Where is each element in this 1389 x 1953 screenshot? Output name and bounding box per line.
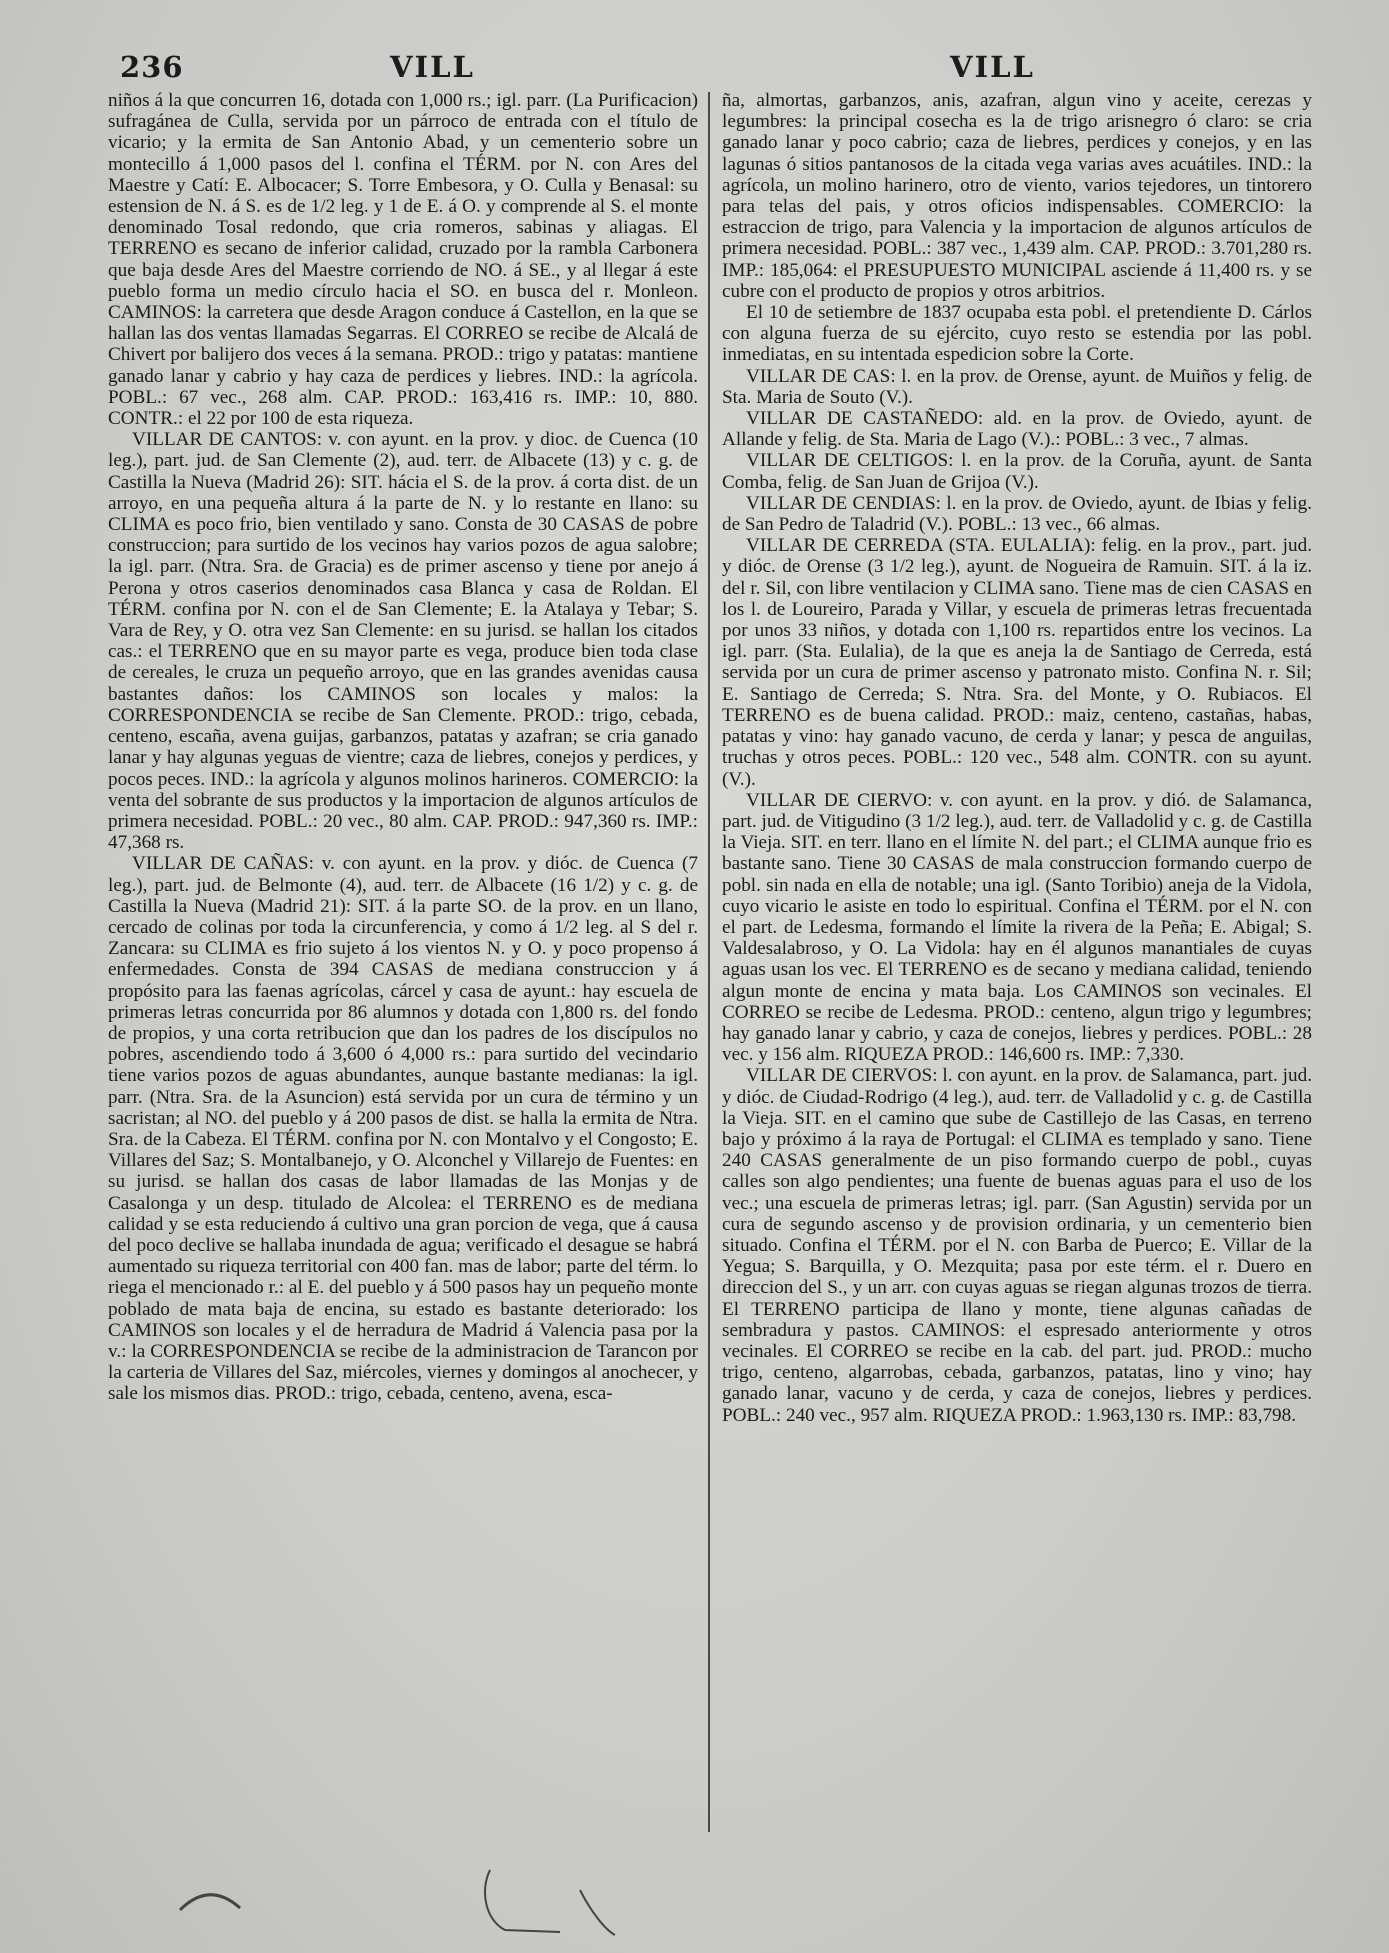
entry-paragraph: VILLAR DE CANTOS: v. con ayunt. en la prov. y dioc. de Cuenca (10 leg.), part. jud. de San Clemente (2), aud. terr. de Albacete (13) y c. g. de Castilla la Nueva (Madrid 26): SIT. hácia el S. de la prov. á corta dist. de un arroyo, en una pequeña altura á la parte de N. y lo restante en llano: su CLIMA es poco frio, bien ventilado y sano. Consta de 30 CASAS de pobre construccion; para surtido de los vecinos hay varios pozos de agua salobre; la igl. parr. (Ntra. Sra. de Gracia) es de primer ascenso y tiene por anejo á Perona y otros caserios denominados casa Blanca y casa de Roldan. El TÉRM. confina por N. con el de San Clemente; E. la Atalaya y Tebar; S. Vara de Rey, y O. otra vez San Clemente: en su jurisd. se hallan los citados cas.: el TERRENO que en su mayor parte es vega, produce bien toda clase de cereales, le cruza un pequeño arroyo, que en las grandes avenidas causa bastantes daños: los CAMINOS son locales y malos: la CORRESPONDENCIA se recibe de San Clemente. PROD.: trigo, cebada, centeno, escaña, avena guijas, garbanzos, patatas y azafran; se cria ganado lanar y hay algunas yeguas de vientre; caza de liebres, conejos y perdices, y pocos peces. IND.: la agrícola y algunos molinos harineros. COMERCIO: la venta del sobrante de sus productos y la importacion de algunos artículos de primera necesidad. POBL.: 20 vec., 80 alm. CAP. PROD.: 947,360 rs. IMP.: 47,368 rs. xyxy=(108,429,698,854)
right-column xyxy=(722,90,1312,1830)
page-number: 236 xyxy=(120,50,184,84)
running-head-left: VILL xyxy=(390,50,475,84)
entry-paragraph: El 10 de setiembre de 1837 ocupaba esta pobl. el pretendiente D. Cárlos con alguna fuerza de su ejército, cuyo resto se estendia por las pobl. inmediatas, en su intentada espedicion sobre la Corte. xyxy=(722,302,1312,366)
entry-paragraph: VILLAR DE CIERVO: v. con ayunt. en la prov. y dió. de Salamanca, part. jud. de Vitigudino (3 1/2 leg.), aud. terr. de Valladolid y c. g. de Castilla la Vieja. SIT. en terr. llano en el límite N. del part.; el CLIMA aunque frio es bastante sano. Tiene 30 CASAS de mala construccion formando cuerpo de pobl. sin nada en ella de notable; una igl. (Santo Toribio) aneja de la Vidola, cuyo vicario le asiste en todo lo espiritual. Confina el TÉRM. por el N. con el part. de Ledesma, formando el límite la rivera de la Peña; E. Abigal; S. Valdesalabroso, y O. La Vidola: hay en él algunos manantiales de cuyas aguas usan los vec. El TERRENO es de secano y mediana calidad, teniendo algun monte de encina y mata baja. Los CAMINOS son vecinales. El CORREO se recibe de Ledesma. PROD.: centeno, algun trigo y legumbres; hay ganado lanar y cabrio, y caza de conejos, liebres y perdices. POBL.: 28 vec. y 156 alm. RIQUEZA PROD.: 146,600 rs. IMP.: 7,330. xyxy=(722,789,1312,1066)
entry-paragraph: VILLAR DE CERREDA (STA. EULALIA): felig. en la prov., part. jud. y dióc. de Orense (3 1/2 leg.), ayunt. de Nogueira de Ramuin. SIT. á la iz. del r. Sil, con libre ventilacion y CLIMA sano. Tiene mas de cien CASAS en los l. de Loureiro, Parada y Villar, y escuela de primeras letras frecuentada por unos 33 niños, y dotada con 1,100 rs. repartidos entre los vecinos. La igl. parr. (Sta. Eulalia), de la que es aneja la de Santiago de Cerreda, está servida por un cura de primer ascenso y patronato misto. Confina N. r. Sil; E. Santiago de Cerreda; S. Ntra. Sra. del Monte, y O. Rubiacos. El TERRENO es de buena calidad. PROD.: maiz, centeno, castañas, habas, patatas y vino: hay ganado vacuno, de cerda y lanar; y pesca de anguilas, truchas y otros peces. POBL.: 120 vec., 548 alm. CONTR. con su ayunt. (V.). xyxy=(722,535,1312,790)
entry-paragraph: VILLAR DE CELTIGOS: l. en la prov. de la Coruña, ayunt. de Santa Comba, felig. de San Juan de Grijoa (V.). xyxy=(722,450,1312,493)
page-header xyxy=(0,50,1389,90)
pencil-marks xyxy=(160,1850,720,1940)
entry-paragraph: VILLAR DE CENDIAS: l. en la prov. de Oviedo, ayunt. de Ibias y felig. de San Pedro de Taladrid (V.). POBL.: 13 vec., 66 almas. xyxy=(722,492,1312,536)
entry-paragraph: VILLAR DE CIERVOS: l. con ayunt. en la prov. de Salamanca, part. jud. y dióc. de Ciudad-Rodrigo (4 leg.), aud. terr. de Valladolid y c. g. de Castilla la Vieja. SIT. en el camino que sube de Castillejo de las Casas, en terreno bajo y próximo á la raya de Portugal: el CLIMA es templado y sano. Tiene 240 CASAS generalmente de un piso formando cuerpo de pobl., cuyas calles son algo pendientes; una fuente de buenas aguas para el uso de los vec.; una escuela de primeras letras; igl. parr. (San Agustin) servida por un cura de segundo ascenso y de provision ordinaria, y un cementerio bien situado. Confina el TÉRM. por el N. con Barba de Puerco; E. Villar de la Yegua; S. Barquilla, y O. Mezquita; pasa por este térm. el r. Duero en direccion del S., y un arr. con cuyas aguas se riegan algunas trozos de tierra. El TERRENO participa de llano y monte, tiene algunas cañadas de sembradura y pastos. CAMINOS: el espresado anteriormente y otros vecinales. El CORREO se recibe en la cab. del part. jud. PROD.: mucho trigo, centeno, algarrobas, cebada, garbanzos, patatas, lino y vino; hay ganado lanar, vacuno y de cerda, y caza de conejos, liebres y perdices. POBL.: 240 vec., 957 alm. RIQUEZA PROD.: 1.963,130 rs. IMP.: 83,798. xyxy=(722,1065,1312,1426)
left-column xyxy=(108,90,698,1830)
column-rule xyxy=(708,92,710,1832)
entry-paragraph: VILLAR DE CAÑAS: v. con ayunt. en la prov. y dióc. de Cuenca (7 leg.), part. jud. de Belmonte (4), aud. terr. de Albacete (16 1/2) y c. g. de Castilla la Nueva (Madrid 21): SIT. á la parte SO. de la prov. en un llano, cercado de colinas por toda la circunferencia, y como á 1/2 leg. al S del r. Zancara: su CLIMA es frio sujeto á los vientos N. y O. y poco propenso á enfermedades. Consta de 394 CASAS de mediana construccion y á propósito para las faenas agrícolas, cárcel y casa de ayunt.: hay escuela de primeras letras concurrida por 86 alumnos y dotada con 1,800 rs. del fondo de propios, y una corta retribucion que dan los padres de los discípulos no pobres, ascendiendo todo á 3,600 ó 4,000 rs.: para surtido del vecindario tiene varios pozos de aguas abundantes, aunque bastante medianas: la igl. parr. (Ntra. Sra. de la Asuncion) está servida por un cura de término y un sacristan; al NO. del pueblo y á 200 pasos de dist. se halla la ermita de Ntra. Sra. de la Cabeza. El TÉRM. confina por N. con Montalvo y el Congosto; E. Villares del Saz; S. Montalbanejo, y O. Alconchel y Villarejo de Fuentes: en su jurisd. se hallan dos casas de labor llamadas de las Monjas y de Casalonga y un desp. titulado de Alcolea: el TERRENO es de mediana calidad y se esta reduciendo á cultivo una gran porcion de vega, que á causa del poco declive se hallaba inundada de agua; verificado el desague se habrá aumentado su riqueza territorial con 400 fan. mas de labor; parte del térm. lo riega el mencionado r.: al E. del pueblo y á 500 pasos hay un pequeño monte poblado de mata baja de encina, su estado es bastante deteriorado: los CAMINOS son locales y el de herradura de Madrid á Valencia pasa por la v.: la CORRESPONDENCIA se recibe de la administracion de Tarancon por la carteria de Villares del Saz, miércoles, viernes y domingos al anochecer, y sale los mismos dias. PROD.: trigo, cebada, centeno, avena, esca- xyxy=(108,853,698,1405)
entry-paragraph: niños á la que concurren 16, dotada con 1,000 rs.; igl. parr. (La Purificacion) sufragánea de Culla, servida por un párroco de entrada con el título de vicario; y la ermita de San Antonio Abad, y un cementerio sobre un montecillo á 1,000 pasos del l. confina el TÉRM. por N. con Ares del Maestre y Catí: E. Albocacer; S. Torre Embesora, y O. Culla y Benasal: su estension de N. á S. es de 1/2 leg. y 1 de E. á O. y comprende al S. el monte denominado Tosal redondo, que cria romeros, sabinas y aliagas. El TERRENO es secano de inferior calidad, cruzado por la rambla Carbonera que baja desde Ares del Maestre corriendo de NO. á SE., y al llegar á este pueblo forma un medio círculo hacia el SO. en busca del r. Monleon. CAMINOS: la carretera que desde Aragon conduce á Castellon, en la que se hallan las dos ventas llamadas Segarras. El CORREO se recibe de Alcalá de Chivert por balijero dos veces á la semana. PROD.: trigo y patatas: mantiene ganado lanar y cabrio y hay caza de perdices y liebres. IND.: la agrícola. POBL.: 67 vec., 268 alm. CAP. PROD.: 163,416 rs. IMP.: 10, 880. CONTR.: el 22 por 100 de esta riqueza. xyxy=(108,90,698,430)
entry-paragraph: VILLAR DE CASTAÑEDO: ald. en la prov. de Oviedo, ayunt. de Allande y felig. de Sta. Maria de Lago (V.).: POBL.: 3 vec., 7 almas. xyxy=(722,408,1312,451)
entry-paragraph: VILLAR DE CAS: l. en la prov. de Orense, ayunt. de Muiños y felig. de Sta. Maria de Souto (V.). xyxy=(722,365,1312,408)
entry-paragraph: ña, almortas, garbanzos, anis, azafran, algun vino y aceite, cerezas y legumbres: la principal cosecha es la de trigo arisnegro ó claro: se cria ganado lanar y poco cabrio; caza de liebres, perdices y conejos, y en las lagunas ó sitios pantanosos de la citada vega varias aves acuátiles. IND.: la agrícola, un molino harinero, otro de viento, varios tejedores, un tintorero para telas del pais, y otros oficios indispensables. COMERCIO: la estraccion de trigo, para Valencia y la importacion de algunos artículos de primera necesidad. POBL.: 387 vec., 1,439 alm. CAP. PROD.: 3.701,280 rs. IMP.: 185,064: el PRESUPUESTO MUNICIPAL asciende á 11,400 rs. y se cubre con el producto de propios y otros arbitrios. xyxy=(722,90,1312,302)
running-head-right: VILL xyxy=(950,50,1035,84)
